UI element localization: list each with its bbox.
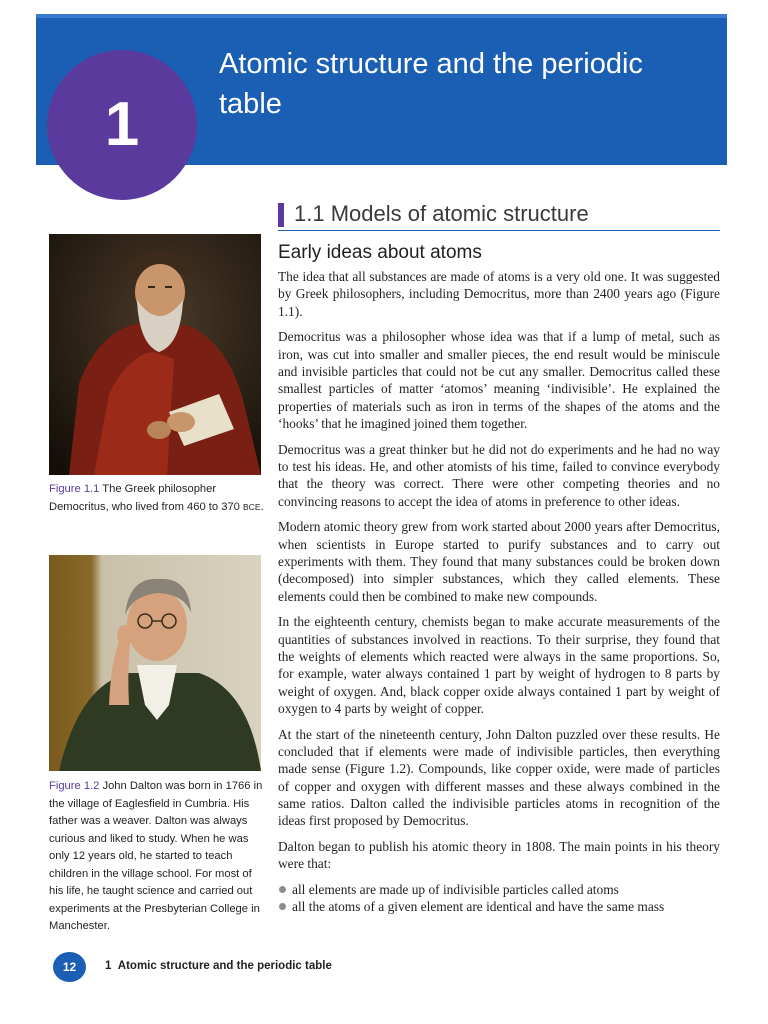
page-number-badge xyxy=(53,952,86,982)
section-title: 1.1 Models of atomic structure xyxy=(294,201,589,226)
paragraph: Modern atomic theory grew from work started about 2000 years after Democritus, when scientists in Europe started to purify substances and to carry out experiments with them. They found that many substances could be broken down (decomposed) into simpler substances, which they called elements. These elements could then be combined to make new compounds. xyxy=(278,519,720,604)
caption-text: John Dalton was born in 1766 in the village of Eaglesfield in Cumbria. His father was a weaver. Dalton was always curious and liked to study. When he was only 12 years old, he started to teach children in the village school. For most of his life, he taught science and carried out experiments at the Presbyterian College in Manchester. xyxy=(49,780,263,932)
bullet-item xyxy=(278,881,720,898)
paragraph: At the start of the nineteenth century, John Dalton puzzled over these results. He concluded that if elements were made of indivisible particles, then everything made sense (Figure 1.2). Compounds, like copper oxide, were made of particles of copper and oxygen with different masses and these always combined in the same ratios. Dalton called the indivisible particles atoms in recognition of the ideas first proposed by Democritus. xyxy=(278,726,720,829)
paragraph: Dalton began to publish his atomic theory in 1808. The main points in his theory were that: xyxy=(278,838,720,872)
caption-end: . xyxy=(260,500,264,513)
bullet-list xyxy=(278,881,720,916)
caption-text: The Greek philosopher Democritus, who lived from 460 to 370 xyxy=(49,483,244,513)
running-footer xyxy=(105,960,332,972)
section-marker-bar xyxy=(278,203,284,227)
figure-democritus-painting xyxy=(49,234,261,475)
chapter-number-badge xyxy=(47,50,197,200)
subheading: Early ideas about atoms xyxy=(278,242,482,263)
bullet-dot-icon xyxy=(279,886,286,893)
footer-chapter-number: 1 xyxy=(105,960,112,972)
figure-label: Figure 1.2 xyxy=(49,780,100,792)
page-number: 12 xyxy=(62,960,77,974)
bullet-text: all elements are made up of indivisible particles called atoms xyxy=(292,882,619,897)
paragraph: The idea that all substances are made of atoms is a very old one. It was suggested by Greek philosophers, including Democritus, more than 2400 years ago (Figure 1.1). xyxy=(278,269,720,319)
paragraph: Democritus was a great thinker but he did not do experiments and he had no way to test his ideas. He, and other atomists of his time, failed to convince everybody that the theory was correct. There were other competing theories and no convincing reasons to accept the idea of atoms in preference to other ideas. xyxy=(278,441,720,509)
era-abbrev: BCE xyxy=(243,501,261,512)
chapter-number: 1 xyxy=(104,90,140,159)
figure-caption xyxy=(49,778,264,936)
body-text xyxy=(278,268,720,916)
figure-dalton-portrait xyxy=(49,555,261,771)
bullet-item xyxy=(278,898,720,915)
paragraph: Democritus was a philosopher whose idea was that if a lump of metal, such as iron, was cut into smaller and smaller pieces, the end result would be miniscule and invisible particles that could not be cut any smaller. Democritus called these smallest particles of matter ‘atomos’ meaning ‘indivisible’. He explained the properties of materials such as iron in terms of the shapes of the atoms and the ‘hooks’ that he imagined joined them together. xyxy=(278,329,720,431)
figure-caption xyxy=(49,481,264,516)
bullet-dot-icon xyxy=(279,903,286,910)
paragraph: In the eighteenth century, chemists began to make accurate measurements of the quantities of substances involved in reactions. To their surprise, they found that the weights of elements which reacted were always in the same proportions. So, for example, water always contained 1 part by weight of hydrogen to 8 parts by weight of oxygen. And, black copper oxide always contained 1 part by weight of oxygen to 4 parts by weight of copper. xyxy=(278,614,720,716)
bullet-text: all the atoms of a given element are identical and have the same mass xyxy=(292,899,665,915)
footer-title: Atomic structure and the periodic table xyxy=(117,960,332,972)
figure-label: Figure 1.1 xyxy=(49,483,100,495)
section-heading xyxy=(278,200,720,231)
chapter-title: Atomic structure and the periodic table xyxy=(219,48,643,120)
